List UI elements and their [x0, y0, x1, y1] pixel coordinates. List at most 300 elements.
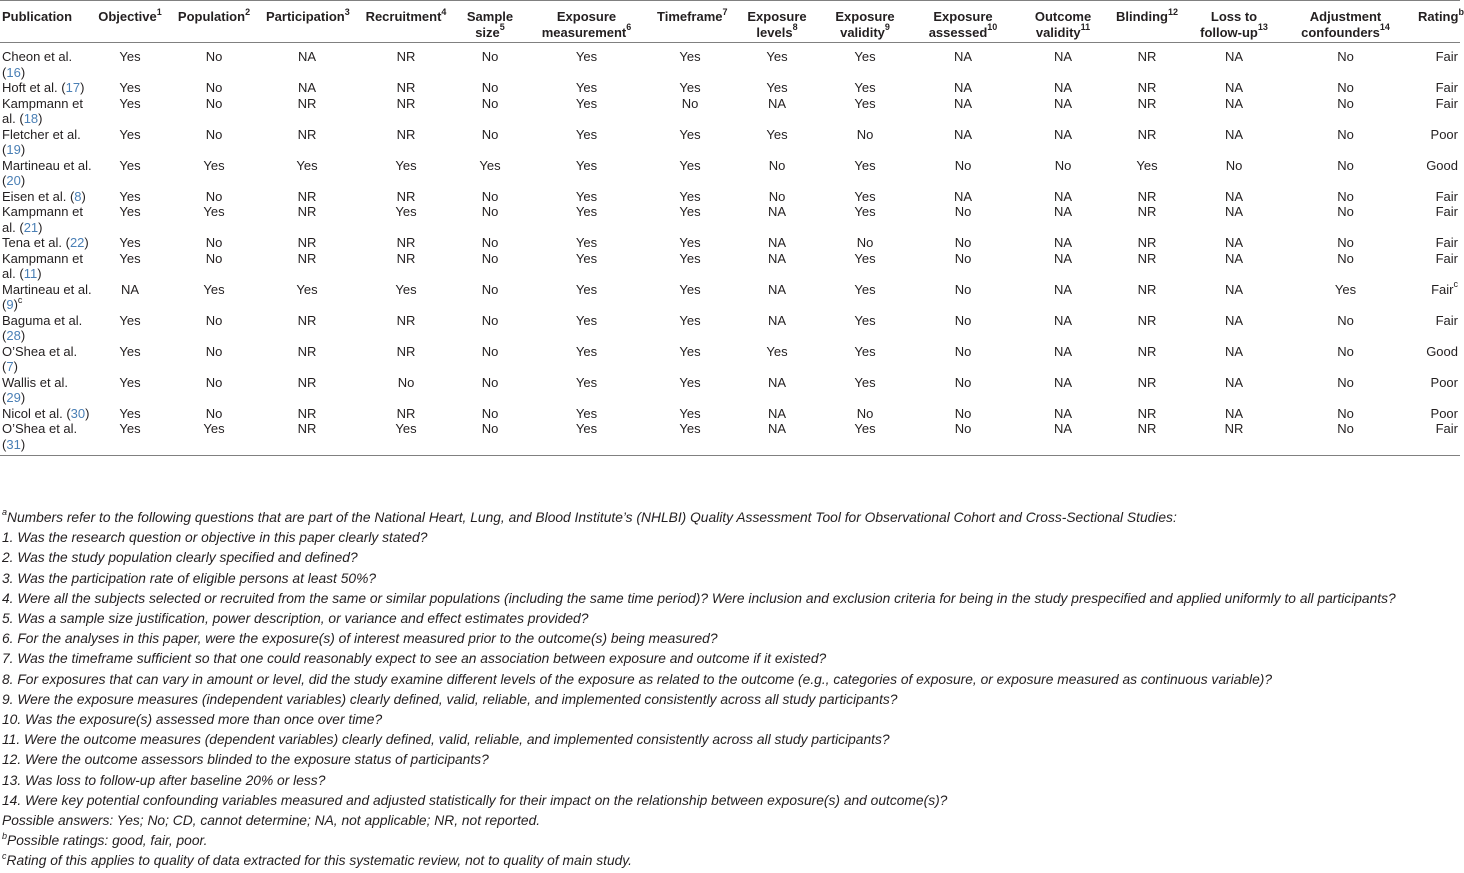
- rating-value: Fair: [1435, 250, 1458, 266]
- assessment-cell: No: [1337, 126, 1354, 142]
- table-row: [0, 421, 1460, 456]
- question-list: [2, 528, 1458, 811]
- column-header-footnote: 12: [1167, 6, 1178, 17]
- assessment-cell: Yes: [296, 157, 318, 173]
- column-header: [264, 1, 350, 43]
- assessment-cell: NA: [1053, 343, 1073, 359]
- assessment-cell: NA: [1053, 49, 1073, 64]
- table-header-row: [0, 1, 1460, 43]
- table-row: [0, 80, 1460, 96]
- column-header: [1101, 1, 1193, 43]
- column-header-label: Exposure measurement: [541, 9, 627, 40]
- table-row: [0, 204, 1460, 235]
- publication-cell: Tena et al. (22): [2, 235, 89, 250]
- rating-cell: [1416, 406, 1460, 422]
- publication-name: Kampmann et al.: [2, 204, 83, 235]
- assessment-cell: NA: [1053, 250, 1073, 266]
- publication-cell: Baguma et al. (28): [2, 312, 83, 343]
- assessment-cell: Yes: [203, 157, 225, 173]
- assessment-cell: No: [1337, 80, 1354, 95]
- rating-cell: [1416, 204, 1460, 235]
- assessment-cell: NR: [1137, 80, 1157, 95]
- column-header-footnote: 11: [1080, 22, 1091, 33]
- rating-value: Fair: [1431, 281, 1454, 297]
- question-item: 6. For the analyses in this paper, were the exposure(s) of interest measured prior to the outcome(s) being measured?: [2, 631, 718, 647]
- assessment-cell: No: [954, 204, 972, 219]
- assessment-cell: NR: [1137, 95, 1157, 111]
- assessment-cell: Yes: [679, 235, 701, 250]
- assessment-cell: Yes: [679, 204, 701, 219]
- assessment-cell: No: [205, 80, 223, 95]
- assessment-cell: Yes: [119, 312, 141, 328]
- reference-number: 7: [6, 359, 14, 374]
- reference-number: 17: [65, 80, 81, 95]
- assessment-cell: Yes: [575, 126, 598, 142]
- assessment-cell: No: [1337, 405, 1354, 421]
- publication-name: Tena et al.: [2, 235, 62, 250]
- column-header-footnote: 3: [344, 6, 350, 17]
- column-header: [164, 1, 264, 43]
- assessment-cell: Yes: [679, 250, 701, 266]
- assessment-cell: NA: [953, 95, 973, 111]
- assessment-cell: Yes: [854, 312, 876, 328]
- publication-name: Martineau et al.: [2, 157, 92, 173]
- assessment-cell: NA: [767, 374, 787, 390]
- assessment-cell: NA: [1224, 126, 1244, 142]
- rating-value: Fair: [1435, 95, 1458, 111]
- assessment-cell: NA: [767, 405, 787, 421]
- footnote-b-text: Possible ratings: good, fair, poor.: [7, 833, 208, 849]
- assessment-cell: NA: [1053, 204, 1073, 219]
- column-header-label: Loss to follow-up: [1200, 9, 1258, 40]
- table-row: [0, 49, 1460, 80]
- assessment-cell: NA: [767, 204, 787, 219]
- column-header: [901, 1, 1025, 43]
- publication-name: O’Shea et al.: [2, 343, 78, 359]
- assessment-cell: NA: [725, 421, 829, 456]
- assessment-cell: Yes: [854, 157, 876, 173]
- assessment-cell: No: [481, 343, 499, 359]
- assessment-cell: NR: [297, 95, 317, 111]
- publication-footnote: c: [17, 294, 23, 305]
- assessment-cell: No: [462, 421, 518, 456]
- rating-value: Fair: [1435, 421, 1458, 436]
- assessment-cell: Yes: [296, 281, 318, 297]
- assessment-cell: No: [1337, 157, 1354, 173]
- question-item: 10. Was the exposure(s) assessed more than once over time?: [2, 712, 383, 728]
- column-header-label: Timeframe: [657, 9, 723, 24]
- assessment-cell: NR: [396, 80, 416, 95]
- rating-value: Fair: [1435, 312, 1458, 328]
- column-header-label: Blinding: [1115, 9, 1168, 24]
- column-header-label: Rating: [1418, 9, 1459, 24]
- column-header: [518, 1, 655, 43]
- assessment-cell: No: [205, 49, 223, 64]
- assessment-cell: NA: [1053, 405, 1073, 421]
- assessment-cell: NA: [953, 49, 973, 64]
- publication-cell: Martineau et al. (20): [2, 157, 92, 188]
- assessment-cell: No: [1275, 421, 1416, 456]
- assessment-cell: Yes: [766, 49, 788, 64]
- assessment-cell: Yes: [854, 49, 876, 64]
- assessment-cell: Yes: [119, 157, 141, 173]
- assessment-cell: No: [481, 49, 499, 64]
- assessment-cell: No: [768, 157, 786, 173]
- assessment-cell: NA: [1053, 312, 1073, 328]
- assessment-cell: No: [481, 204, 499, 219]
- assessment-cell: NA: [1224, 95, 1244, 111]
- column-header: [1193, 1, 1275, 43]
- assessment-cell: NR: [396, 343, 416, 359]
- reference-number: 21: [23, 219, 39, 235]
- rating-value: Fair: [1435, 80, 1458, 95]
- table-row: [0, 251, 1460, 282]
- assessment-cell: NA: [1224, 235, 1244, 250]
- rating-value: Good: [1426, 343, 1458, 359]
- assessment-cell: NR: [297, 188, 317, 204]
- rating-value: Poor: [1430, 374, 1458, 390]
- publication-cell: Kampmann et al. (21): [2, 204, 83, 235]
- column-header: [96, 1, 164, 43]
- assessment-cell: NA: [120, 281, 140, 297]
- column-header-label: Objective: [98, 9, 157, 24]
- table-row: [0, 282, 1460, 313]
- assessment-cell: NR: [396, 95, 416, 111]
- column-header-label: Outcome validity: [1034, 9, 1092, 40]
- assessment-cell: Yes: [119, 250, 141, 266]
- question-item: 13. Was loss to follow-up after baseline 20% or less?: [2, 772, 326, 788]
- publication-name: O’Shea et al.: [2, 421, 78, 436]
- assessment-cell: No: [901, 421, 1025, 456]
- assessment-cell: Yes: [575, 235, 598, 250]
- assessment-cell: NR: [297, 312, 317, 328]
- assessment-cell: NA: [1053, 126, 1073, 142]
- question-item: 5. Was a sample size justification, power description, or variance and effect estimates provided?: [2, 611, 589, 627]
- assessment-cell: No: [954, 374, 972, 390]
- assessment-cell: No: [1225, 157, 1243, 173]
- publication-cell: Kampmann et al. (11): [2, 250, 83, 281]
- assessment-cell: Yes: [119, 80, 141, 95]
- assessment-cell: NA: [953, 80, 973, 95]
- assessment-cell: No: [954, 343, 972, 359]
- assessment-cell: Yes: [679, 126, 701, 142]
- publication-name: Hoft et al.: [2, 80, 58, 95]
- assessment-cell: Yes: [575, 80, 598, 95]
- column-header-label: Population: [177, 9, 246, 24]
- table-row: [0, 127, 1460, 158]
- assessment-cell: NA: [1224, 250, 1244, 266]
- assessment-cell: No: [205, 343, 223, 359]
- rating-cell: [1416, 158, 1460, 189]
- assessment-cell: No: [205, 235, 223, 250]
- reference-number: 22: [69, 235, 85, 250]
- publication-cell: O’Shea et al. (7): [2, 343, 78, 374]
- question-item: 3. Was the participation rate of eligible persons at least 50%?: [2, 570, 377, 586]
- rating-cell: [1416, 279, 1460, 313]
- column-header: [350, 1, 462, 43]
- assessment-cell: Yes: [679, 374, 701, 390]
- assessment-cell: Yes: [829, 421, 901, 456]
- assessment-cell: Yes: [766, 126, 788, 142]
- rating-cell: [1416, 127, 1460, 158]
- assessment-cell: Yes: [119, 188, 141, 204]
- assessment-cell: No: [205, 250, 223, 266]
- possible-answers: Possible answers: Yes; No; CD, cannot determine; NA, not applicable; NR, not reported.: [2, 813, 541, 829]
- assessment-cell: No: [205, 95, 223, 111]
- question-item: 11. Were the outcome measures (dependent variables) clearly defined, valid, reliable, and implemented consistently across all study participants?: [2, 732, 890, 748]
- reference-number: 19: [6, 142, 21, 157]
- assessment-cell: NR: [297, 374, 317, 390]
- assessment-cell: No: [954, 250, 972, 266]
- assessment-cell: NA: [1224, 405, 1244, 421]
- assessment-cell: Yes: [395, 281, 417, 297]
- column-header-label: Recruitment: [365, 9, 442, 24]
- assessment-cell: Yes: [575, 405, 598, 421]
- publication-cell: Eisen et al. (8): [2, 188, 86, 204]
- assessment-cell: No: [481, 250, 499, 266]
- assessment-cell: NA: [1224, 281, 1244, 297]
- assessment-cell: NA: [1224, 312, 1244, 328]
- column-header-footnote: 4: [441, 6, 447, 17]
- table-row: [0, 406, 1460, 422]
- assessment-cell: Yes: [575, 95, 598, 111]
- assessment-cell: NR: [1137, 281, 1157, 297]
- assessment-cell: NR: [396, 235, 416, 250]
- assessment-cell: No: [481, 312, 499, 328]
- assessment-cell: NA: [767, 312, 787, 328]
- footnote-a-marker: a: [2, 507, 8, 518]
- assessment-cell: Yes: [479, 157, 501, 173]
- rating-cell: [1416, 421, 1460, 456]
- assessment-cell: NA: [953, 126, 973, 142]
- assessment-cell: Yes: [679, 312, 701, 328]
- assessment-cell: No: [481, 188, 499, 204]
- assessment-cell: Yes: [119, 343, 141, 359]
- rating-value: Good: [1426, 157, 1458, 173]
- assessment-cell: No: [1337, 312, 1354, 328]
- rating-cell: [1416, 344, 1460, 375]
- assessment-cell: No: [954, 157, 972, 173]
- table-row: [0, 235, 1460, 251]
- assessment-cell: Yes: [575, 204, 598, 219]
- rating-cell: [1416, 189, 1460, 205]
- rating-cell: [1416, 80, 1460, 96]
- column-header-label: Participation: [266, 9, 345, 24]
- assessment-cell: Yes: [575, 188, 598, 204]
- assessment-cell: NR: [396, 250, 416, 266]
- reference-number: 9: [6, 297, 14, 312]
- assessment-cell: No: [481, 126, 499, 142]
- rating-value: Fair: [1435, 235, 1458, 250]
- assessment-cell: NR: [1137, 250, 1157, 266]
- assessment-cell: Yes: [575, 281, 598, 297]
- assessment-cell: No: [856, 235, 874, 250]
- assessment-cell: No: [954, 235, 972, 250]
- assessment-cell: Yes: [119, 405, 141, 421]
- assessment-cell: Yes: [119, 374, 141, 390]
- column-header: [462, 1, 518, 43]
- reference-number: 11: [23, 266, 38, 281]
- assessment-cell: Yes: [575, 343, 598, 359]
- assessment-cell: Yes: [96, 421, 164, 456]
- footnote-a: [2, 508, 1458, 528]
- column-header: [655, 1, 728, 43]
- rating-cell: [1416, 313, 1460, 344]
- rating-value: Fair: [1435, 49, 1458, 64]
- publication-cell: Cheon et al. (16): [2, 49, 73, 80]
- assessment-cell: NA: [1053, 80, 1073, 95]
- assessment-cell: Yes: [854, 281, 876, 297]
- reference-number: 31: [6, 436, 21, 452]
- reference-number: 30: [70, 405, 86, 421]
- assessment-cell: Yes: [1136, 157, 1158, 173]
- assessment-cell: Yes: [854, 374, 876, 390]
- rating-cell: [1416, 235, 1460, 251]
- assessment-cell: NR: [1137, 188, 1157, 204]
- column-header: [722, 1, 829, 43]
- assessment-cell: Yes: [119, 204, 141, 219]
- assessment-cell: NA: [1224, 204, 1244, 219]
- assessment-cell: No: [681, 95, 699, 111]
- column-header: [0, 1, 96, 43]
- rating-value: Fair: [1435, 204, 1458, 219]
- table-row: [0, 344, 1460, 375]
- question-item: 8. For exposures that can vary in amount or level, did the study examine different levels of the exposure as related to the outcome (e.g., categories of exposure, or exposure measured as continuous variable)?: [2, 671, 1273, 687]
- publication-cell: Kampmann et al. (18): [2, 95, 83, 126]
- column-header-label: Exposure validity: [835, 9, 895, 40]
- assessment-cell: No: [481, 405, 499, 421]
- column-header-footnote: 5: [499, 22, 505, 33]
- assessment-cell: NR: [297, 126, 317, 142]
- column-header-footnote: 1: [156, 6, 162, 17]
- assessment-cell: No: [1337, 95, 1354, 111]
- assessment-cell: Yes: [164, 421, 264, 456]
- reference-number: 16: [6, 64, 21, 80]
- publication-name: Kampmann et al.: [2, 250, 83, 281]
- publication-name: Martineau et al.: [2, 281, 92, 297]
- assessment-cell: NA: [767, 281, 787, 297]
- assessment-cell: NA: [1053, 188, 1073, 204]
- assessment-cell: NA: [1224, 343, 1244, 359]
- column-header-footnote: 13: [1257, 22, 1268, 33]
- publication-cell: Hoft et al. (17): [2, 80, 85, 95]
- assessment-cell: Yes: [679, 49, 701, 64]
- publication-name: Wallis et al.: [2, 374, 68, 390]
- publication-name: Baguma et al.: [2, 312, 83, 328]
- assessment-cell: NR: [396, 49, 416, 64]
- assessment-cell: NR: [1137, 374, 1157, 390]
- column-header-label: Exposure levels: [747, 9, 807, 40]
- rating-footnote: c: [1453, 279, 1458, 290]
- assessment-cell: No: [954, 405, 972, 421]
- assessment-cell: Yes: [203, 281, 225, 297]
- question-item: 1. Was the research question or objective in this paper clearly stated?: [2, 530, 428, 546]
- column-header-label: Adjustment confounders: [1301, 9, 1382, 40]
- assessment-cell: No: [856, 126, 874, 142]
- assessment-cell: NA: [1053, 95, 1073, 111]
- publication-name: Fletcher et al.: [2, 126, 81, 142]
- reference-number: 28: [6, 328, 21, 343]
- assessment-cell: NA: [1025, 421, 1101, 456]
- assessment-cell: NR: [297, 235, 317, 250]
- assessment-cell: No: [1337, 49, 1354, 64]
- assessment-cell: No: [1337, 343, 1354, 359]
- footnote-b: [2, 831, 1458, 851]
- assessment-cell: No: [856, 405, 874, 421]
- assessment-cell: No: [205, 374, 223, 390]
- publication-name: Eisen et al.: [2, 188, 67, 204]
- assessment-cell: NR: [1137, 405, 1157, 421]
- publication-cell: Wallis et al. (29): [2, 374, 68, 405]
- rating-cell: [1416, 49, 1460, 80]
- publication-cell: Fletcher et al. (19): [2, 126, 81, 157]
- question-item: 2. Was the study population clearly specified and defined?: [2, 550, 358, 566]
- column-header: [1025, 1, 1101, 43]
- assessment-cell: Yes: [854, 204, 876, 219]
- assessment-cell: NR: [297, 204, 317, 219]
- assessment-cell: Yes: [119, 49, 141, 64]
- assessment-cell: Yes: [854, 80, 876, 95]
- table-row: [0, 313, 1460, 344]
- column-header-footnote: 9: [884, 22, 890, 33]
- table-row: [0, 96, 1460, 127]
- rating-value: Poor: [1430, 405, 1458, 421]
- assessment-cell: Yes: [854, 343, 876, 359]
- assessment-cell: Yes: [679, 80, 701, 95]
- assessment-cell: Yes: [679, 281, 701, 297]
- reference-number: 18: [23, 111, 39, 126]
- assessment-cell: NA: [767, 95, 787, 111]
- question-item: 9. Were the exposure measures (independent variables) clearly defined, valid, reliable, and implemented consistently across all study participants?: [2, 691, 898, 707]
- assessment-cell: No: [481, 281, 499, 297]
- assessment-cell: NA: [1053, 374, 1073, 390]
- assessment-cell: No: [205, 312, 223, 328]
- assessment-cell: NR: [297, 343, 317, 359]
- table-row: [0, 189, 1460, 205]
- assessment-cell: NA: [1224, 49, 1244, 64]
- assessment-cell: NA: [1053, 281, 1073, 297]
- assessment-cell: NR: [396, 312, 416, 328]
- column-header-footnote: 10: [987, 22, 998, 33]
- question-item: 7. Was the timeframe sufficient so that one could reasonably expect to see an association between exposure and outcome if it existed?: [2, 651, 827, 667]
- column-header-footnote: 2: [245, 6, 251, 17]
- assessment-cell: Yes: [679, 157, 701, 173]
- assessment-cell: No: [481, 235, 499, 250]
- assessment-cell: NR: [396, 405, 416, 421]
- reference-number: 20: [6, 173, 21, 188]
- publication-cell: Nicol et al. (30): [2, 405, 90, 421]
- publication-name: Kampmann et al.: [2, 95, 83, 126]
- assessment-cell: No: [1337, 250, 1354, 266]
- assessment-cell: No: [205, 188, 223, 204]
- assessment-cell: NR: [1137, 204, 1157, 219]
- assessment-cell: Yes: [854, 250, 876, 266]
- assessment-cell: NR: [1137, 343, 1157, 359]
- column-header: [829, 1, 901, 43]
- assessment-cell: Yes: [518, 421, 655, 456]
- footnote-c-marker: c: [2, 850, 7, 861]
- assessment-cell: Yes: [395, 157, 417, 173]
- column-header-footnote: 14: [1379, 22, 1390, 33]
- assessment-cell: Yes: [679, 405, 701, 421]
- column-header-footnote: b: [1458, 6, 1464, 17]
- publication-name: Nicol et al.: [2, 405, 63, 421]
- assessment-cell: Yes: [575, 250, 598, 266]
- rating-cell: [1416, 375, 1460, 406]
- column-header-label: Publication: [2, 9, 73, 24]
- question-item: 12. Were the outcome assessors blinded to the exposure status of participants?: [2, 752, 489, 768]
- footnote-c-text: Rating of this applies to quality of data extracted for this systematic review, not to quality of main study.: [6, 853, 633, 869]
